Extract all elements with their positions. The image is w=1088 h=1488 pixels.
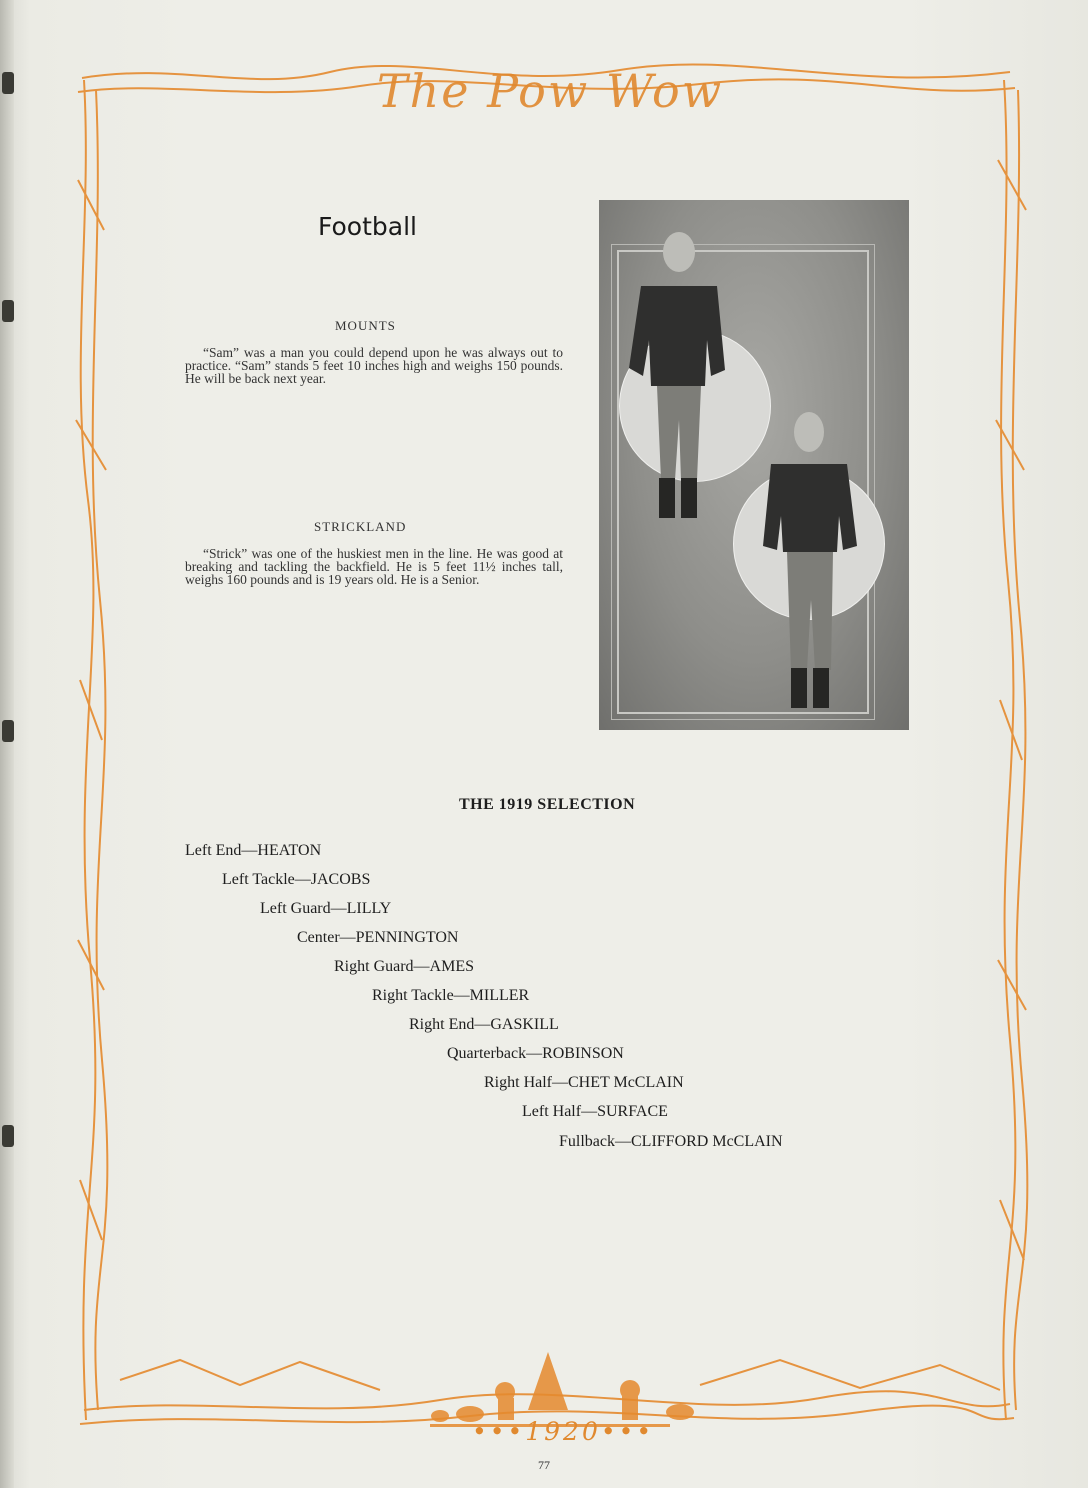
player-bio: “Strick” was one of the huskiest men in the line. He was good at breaking and tackling the backfield. He is 5 feet 11½ inches tall, weighs 160 pounds and is 19 years old. He is a Senior. bbox=[185, 546, 563, 587]
lineup-item: Right Tackle—MILLER bbox=[372, 987, 530, 1004]
footer-year: •••1920••• bbox=[472, 1417, 655, 1446]
lineup-item: Left Guard—LILLY bbox=[260, 900, 392, 917]
player-figure bbox=[763, 412, 857, 708]
lineup-item: Right End—GASKILL bbox=[409, 1016, 559, 1033]
lineup-item: Fullback—CLIFFORD McCLAIN bbox=[559, 1133, 783, 1150]
player-bio: “Sam” was a man you could depend upon he was always out to practice. “Sam” stands 5 feet 10 inches high and weighs 150 pounds. He will be back next year. bbox=[185, 345, 563, 386]
player-figures bbox=[599, 200, 909, 730]
lineup-item: Left Half—SURFACE bbox=[522, 1103, 668, 1120]
lineup-item: Quarterback—ROBINSON bbox=[447, 1045, 624, 1062]
page-number: 77 bbox=[538, 1458, 550, 1472]
player-name: STRICKLAND bbox=[314, 519, 407, 534]
lineup-item: Left Tackle—JACOBS bbox=[222, 871, 371, 888]
lineup-item: Left End—HEATON bbox=[185, 842, 322, 859]
page-title: Football bbox=[318, 212, 417, 241]
lineup-item: Right Half—CHET McCLAIN bbox=[484, 1074, 684, 1091]
team-photo bbox=[599, 200, 909, 730]
lineup-item: Center—PENNINGTON bbox=[297, 929, 459, 946]
player-name: MOUNTS bbox=[335, 318, 396, 333]
lineup-item: Right Guard—AMES bbox=[334, 958, 474, 975]
selection-heading: THE 1919 SELECTION bbox=[459, 796, 636, 813]
yearbook-title: The Pow Wow bbox=[376, 64, 724, 118]
player-figure bbox=[629, 232, 725, 518]
